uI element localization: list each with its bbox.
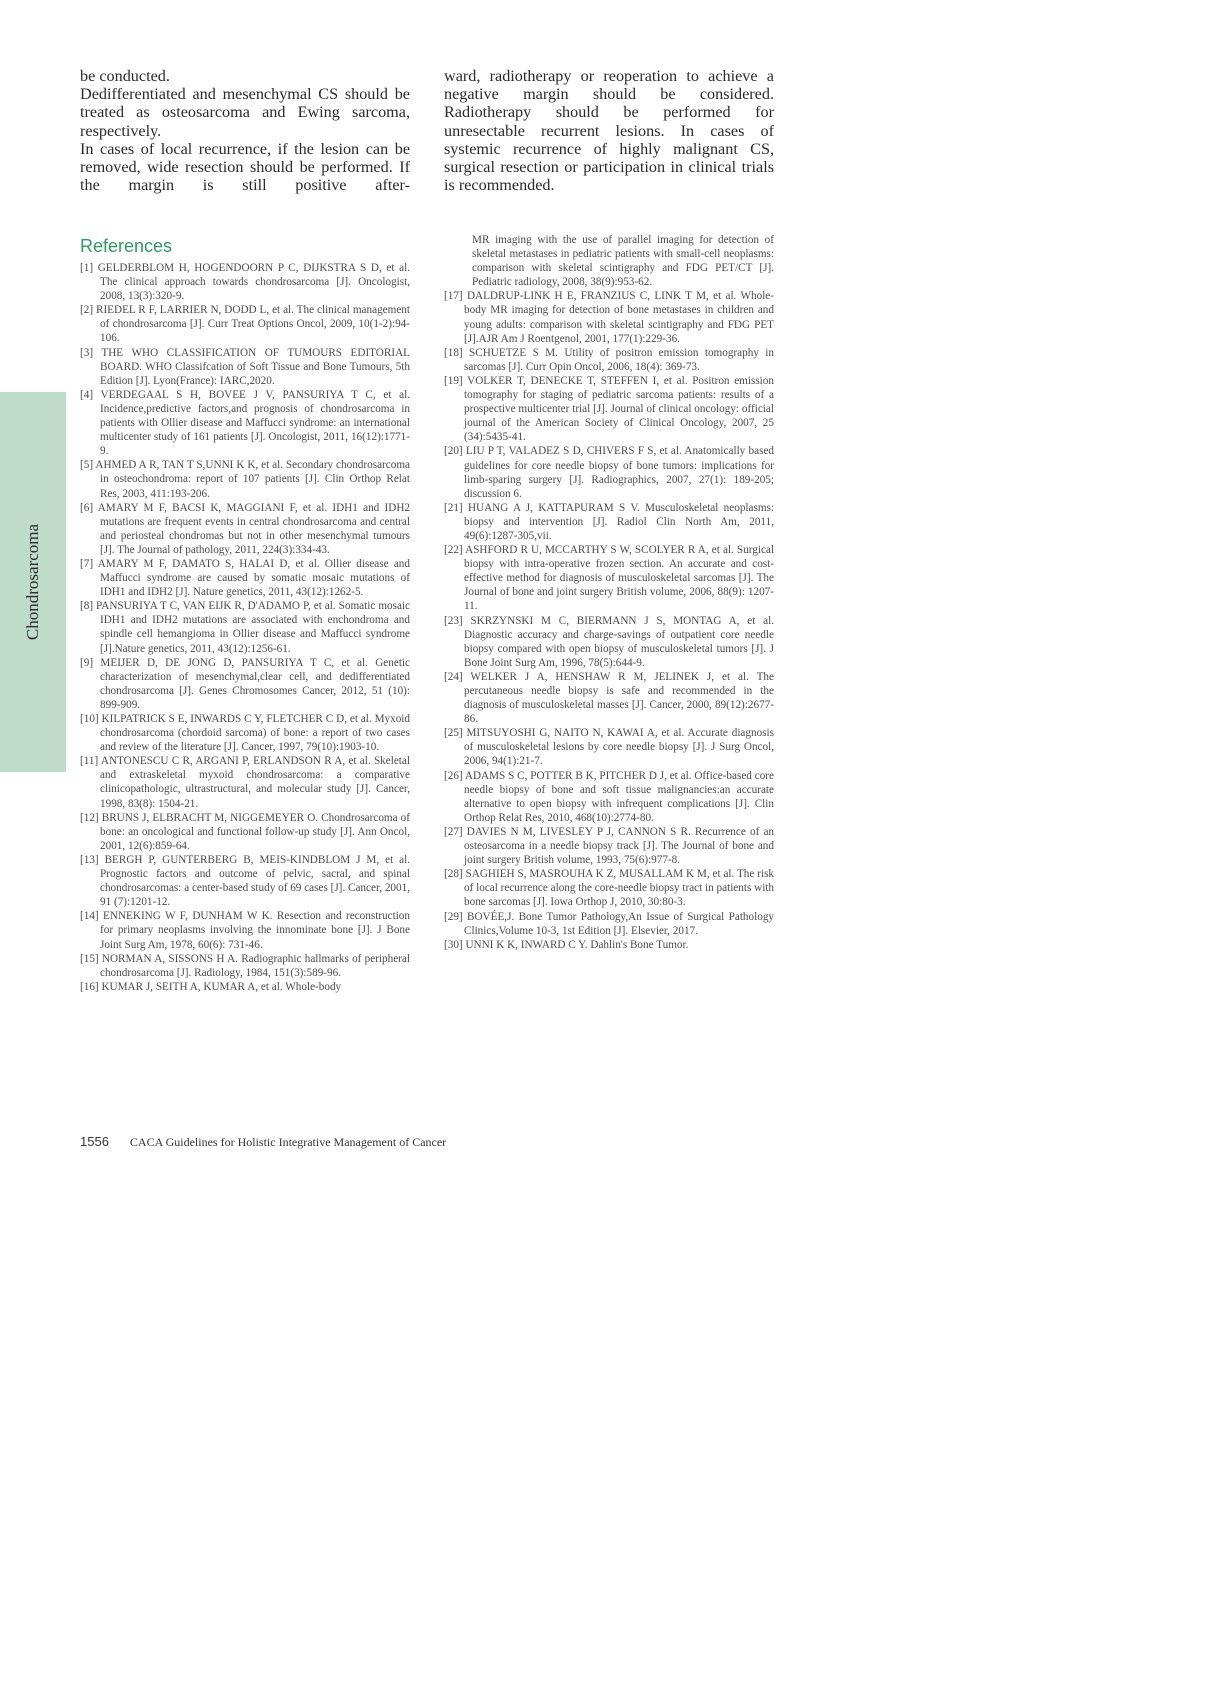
reference-number: [14]: [80, 910, 99, 923]
reference-item: [444, 825, 774, 867]
intro-paragraph: ward, radiotherapy or reoperation to achieve a negative margin should be considered. Radiotherapy should be performed for unresectable recurrent lesions. In cases of systemic recurrence of highly malignant CS, surgical resection or participation in clinical trials is recommended.: [444, 67, 774, 195]
reference-text: LIU P T, VALADEZ S D, CHIVERS F S, et al. Anatomically based guidelines for core needle biopsy of bone tumors: implications for limb-sparing surgery [J]. Radiographics, 2007, 27(1): 189-205; discussion 6.: [464, 445, 774, 500]
reference-number: [3]: [80, 346, 94, 359]
reference-text: KILPATRICK S E, INWARDS C Y, FLETCHER C D, et al. Myxoid chondrosarcoma (chordoid sarcoma) of bone: a report of two cases and review of the literature [J]. Cancer, 1997, 79(10):1903-10.: [100, 713, 411, 754]
intro-right-column: [444, 67, 774, 194]
reference-text: KUMAR J, SEITH A, KUMAR A, et al. Whole-body: [101, 980, 342, 993]
reference-number: [2]: [80, 304, 94, 317]
reference-item: [80, 501, 410, 557]
references-right-column: [444, 233, 774, 952]
reference-text: ASHFORD R U, MCCARTHY S W, SCOLYER R A, et al. Surgical biopsy with intra-operative frozen section. An accurate and cost-effective method for diagnosis of musculoskeletal sarcomas [J]. The Journal of bone and joint surgery British volume, 2006, 88(9): 1207-11.: [464, 544, 774, 613]
reference-continuation: MR imaging with the use of parallel imaging for detection of skeletal metastases in pediatric patients with small-cell neoplasms: comparison with skeletal scintigraphy and FDG PET/CT [J]. Pediatric radiology, 2008, 38(9):953-62.: [472, 234, 774, 289]
reference-number: [25]: [444, 727, 463, 740]
reference-item: [444, 769, 774, 825]
intro-paragraph: In cases of local recurrence, if the lesion can be removed, wide resection should be performed. If the margin is still positive after-: [80, 139, 410, 195]
reference-text: MEIJER D, DE JONG D, PANSURIYA T C, et al. Genetic characterization of mesenchymal,clear cell, and dedifferentiated chondrosarcoma [J]. Genes Chromosomes Cancer, 2012, 51 (10): 899-909.: [100, 656, 411, 711]
reference-number: [18]: [444, 346, 463, 359]
references-left-column: [80, 261, 410, 994]
reference-item: [444, 346, 774, 374]
reference-number: [5]: [80, 459, 94, 472]
reference-item: [444, 289, 774, 345]
section-side-tab-label: Chondrosarcoma: [23, 523, 42, 641]
reference-item: [80, 388, 410, 458]
journal-title: CACA Guidelines for Holistic Integrative Management of Cancer: [129, 1135, 447, 1149]
reference-text: THE WHO CLASSIFICATION OF TUMOURS EDITORIAL BOARD. WHO Classifcation of Soft Tissue and Bone Tumours, 5th Edition [J]. Lyon(France): IARC,2020.: [100, 346, 410, 387]
reference-item: [80, 656, 410, 712]
reference-item: [444, 910, 774, 938]
reference-number: [12]: [80, 811, 99, 824]
reference-text: ADAMS S C, POTTER B K, PITCHER D J, et al. Office-based core needle biopsy of bone and soft tissue malignancies:an accurate alternative to open biopsy with infrequent complications [J]. Clin Orthop Relat Res, 2010, 468(10):2774-80.: [464, 769, 774, 824]
reference-number: [17]: [444, 290, 463, 303]
reference-number: [11]: [80, 755, 99, 768]
reference-number: [27]: [444, 825, 463, 838]
intro-paragraph: Dedifferentiated and mesenchymal CS should be treated as osteosarcoma and Ewing sarcoma, respectively.: [80, 85, 410, 140]
reference-text: DALDRUP-LINK H E, FRANZIUS C, LINK T M, et al. Whole-body MR imaging for detection of bone metastases in children and young adults: comparison with skeletal scintigraphy and FDG PET [J].AJR Am J Roentgenol, 2001, 177(1):229-36.: [464, 290, 774, 345]
reference-text: AHMED A R, TAN T S,UNNI K K, et al. Secondary chondrosarcoma in osteochondroma: report of 107 patients [J]. Clin Orthop Relat Res, 2003, 411:193-206.: [95, 459, 410, 500]
reference-number: [7]: [80, 557, 94, 570]
reference-text: RIEDEL R F, LARRIER N, DODD L, et al. The clinical management of chondrosarcoma [J]. Curr Treat Options Oncol, 2009, 10(1-2):94-106.: [95, 304, 411, 345]
reference-text: MITSUYOSHI G, NAITO N, KAWAI A, et al. Accurate diagnosis of musculoskeletal lesions by core needle biopsy [J]. J Surg Oncol, 2006, 94(1):21-7.: [464, 727, 774, 768]
reference-item: [444, 444, 774, 500]
reference-text: AMARY M F, BACSI K, MAGGIANI F, et al. IDH1 and IDH2 mutations are frequent events in central chondrosarcoma and central and periosteal chondromas but not in other mesenchymal tumours [J]. The Journal of pathology, 2011, 224(3):334-43.: [97, 501, 410, 556]
reference-number: [22]: [444, 544, 463, 557]
reference-item: [444, 543, 774, 613]
reference-number: [15]: [80, 952, 99, 965]
reference-item: [80, 712, 410, 754]
reference-text: BOVÉE,J. Bone Tumor Pathology,An Issue of Surgical Pathology Clinics,Volume 10-3, 1st Edition [J]. Elsevier, 2017.: [464, 910, 775, 937]
reference-text: SCHUETZE S M. Utility of positron emission tomography in sarcomas [J]. Curr Opin Oncol, 2006, 18(4): 369-73.: [464, 346, 774, 373]
reference-text: PANSURIYA T C, VAN EIJK R, D'ADAMO P, et al. Somatic mosaic IDH1 and IDH2 mutations are associated with enchondroma and spindle cell hemangioma in Ollier disease and Maffucci syndrome [J].Nature genetics, 2011, 43(12):1256-61.: [96, 600, 411, 655]
reference-text: WELKER J A, HENSHAW R M, JELINEK J, et al. The percutaneous needle biopsy is safe and recommended in the diagnosis of musculoskeletal masses [J]. Cancer, 2000, 89(12):2677-86.: [464, 670, 774, 726]
reference-text: AMARY M F, DAMATO S, HALAI D, et al. Ollier disease and Maffucci syndrome are caused by somatic mosaic mutations of IDH1 and IDH2 [J]. Nature genetics, 2011, 43(12):1262-5.: [97, 557, 410, 599]
reference-item: [80, 557, 410, 599]
reference-text: ENNEKING W F, DUNHAM W K. Resection and reconstruction for primary neoplasms involving the innominate bone [J]. J Bone Joint Surg Am, 1978, 60(6): 731-46.: [100, 910, 410, 951]
reference-number: [20]: [444, 445, 463, 458]
reference-item: [444, 867, 774, 909]
reference-number: [29]: [444, 910, 463, 923]
reference-item: [80, 811, 410, 853]
reference-number: [10]: [80, 713, 99, 725]
reference-text: GELDERBLOM H, HOGENDOORN P C, DIJKSTRA S D, et al. The clinical approach towards chondrosarcoma [J]. Oncologist, 2008, 13(3):320-9.: [97, 262, 410, 303]
reference-number: [28]: [444, 868, 463, 881]
reference-number: [23]: [444, 614, 463, 627]
reference-item: [80, 599, 410, 655]
reference-text: UNNI K K, INWARD C Y. Dahlin's Bone Tumor.: [465, 938, 689, 951]
reference-text: VOLKER T, DENECKE T, STEFFEN I, et al. Positron emission tomography for staging of pediatric sarcoma patients: results of a prospective multicenter trial [J]. Journal of clinical oncology: official journal of the American Society of Clinical Oncology, 2007, 25 (34):5435-41.: [464, 374, 774, 444]
reference-item: [80, 754, 410, 810]
reference-item: [80, 909, 410, 951]
page-footer: [80, 1134, 446, 1150]
references-heading: References: [80, 236, 173, 256]
reference-number: [21]: [444, 501, 463, 514]
reference-text: BERGH P, GUNTERBERG B, MEIS-KINDBLOM J M, et al. Prognostic factors and outcome of pelvic, sacral, and spinal chondrosarcomas: a center-based study of 69 cases [J]. Cancer, 2001, 91 (7):1201-12.: [100, 853, 410, 909]
reference-item: [444, 501, 774, 543]
reference-text: ANTONESCU C R, ARGANI P, ERLANDSON R A, et al. Skeletal and extraskeletal myxoid chondrosarcoma: a comparative clinicopathologic, ultrastructural, and molecular study [J]. Cancer, 1998, 83(8): 1504-21.: [100, 755, 410, 810]
reference-text: SKRZYNSKI M C, BIERMANN J S, MONTAG A, et al. Diagnostic accuracy and charge-savings of outpatient core needle biopsy compared with open biopsy of musculoskeletal tumors [J]. J Bone Joint Surg Am, 1996, 78(5):644-9.: [464, 614, 775, 669]
page-number: 1556: [80, 1134, 109, 1149]
reference-number: [9]: [80, 656, 94, 669]
reference-item: [80, 458, 410, 500]
reference-text: HUANG A J, KATTAPURAM S V. Musculoskeletal neoplasms: biopsy and intervention [J]. Radiol Clin North Am, 2011, 49(6):1287-305,vii.: [464, 501, 775, 542]
reference-number: [8]: [80, 600, 94, 613]
reference-number: [6]: [80, 501, 94, 514]
reference-item: [444, 614, 774, 670]
reference-number: [24]: [444, 670, 463, 683]
reference-item: [444, 374, 774, 444]
reference-item: [80, 952, 410, 980]
reference-item: [444, 726, 774, 768]
reference-item: [444, 938, 774, 952]
reference-text: VERDEGAAL S H, BOVEE J V, PANSURIYA T C, et al. Incidence,predictive factors,and prognosis of chondrosarcoma in patients with Ollier disease and Maffucci syndrome: an international multicenter study of 161 patients [J]. Oncologist, 2011, 16(12):1771-9.: [100, 388, 410, 458]
reference-number: [1]: [80, 262, 94, 274]
reference-number: [19]: [444, 374, 463, 387]
reference-item: [80, 261, 410, 303]
reference-item: [80, 980, 410, 994]
reference-text: DAVIES N M, LIVESLEY P J, CANNON S R. Recurrence of an osteosarcoma in a needle biopsy track [J]. The Journal of bone and joint surgery British volume, 1993, 75(6):977-8.: [464, 825, 774, 867]
intro-paragraph: be conducted.: [80, 67, 170, 85]
reference-item: [80, 346, 410, 388]
reference-number: [16]: [80, 980, 99, 993]
reference-number: [13]: [80, 853, 99, 866]
reference-item: [444, 670, 774, 726]
reference-text: BRUNS J, ELBRACHT M, NIGGEMEYER O. Chondrosarcoma of bone: an oncological and functional follow-up study [J]. Ann Oncol, 2001, 12(6):859-64.: [100, 811, 410, 852]
reference-item: [80, 303, 410, 345]
reference-number: [4]: [80, 388, 94, 401]
reference-number: [30]: [444, 938, 463, 951]
reference-item: [80, 853, 410, 909]
intro-left-column: [80, 67, 410, 194]
reference-text: SAGHIEH S, MASROUHA K Z, MUSALLAM K M, et al. The risk of local recurrence along the core-needle biopsy tract in patients with bone sarcomas [J]. Iowa Orthop J, 2010, 30:80-3.: [464, 868, 775, 909]
reference-text: NORMAN A, SISSONS H A. Radiographic hallmarks of peripheral chondrosarcoma [J]. Radiology, 1984, 151(3):589-96.: [100, 952, 410, 979]
reference-number: [26]: [444, 769, 463, 782]
